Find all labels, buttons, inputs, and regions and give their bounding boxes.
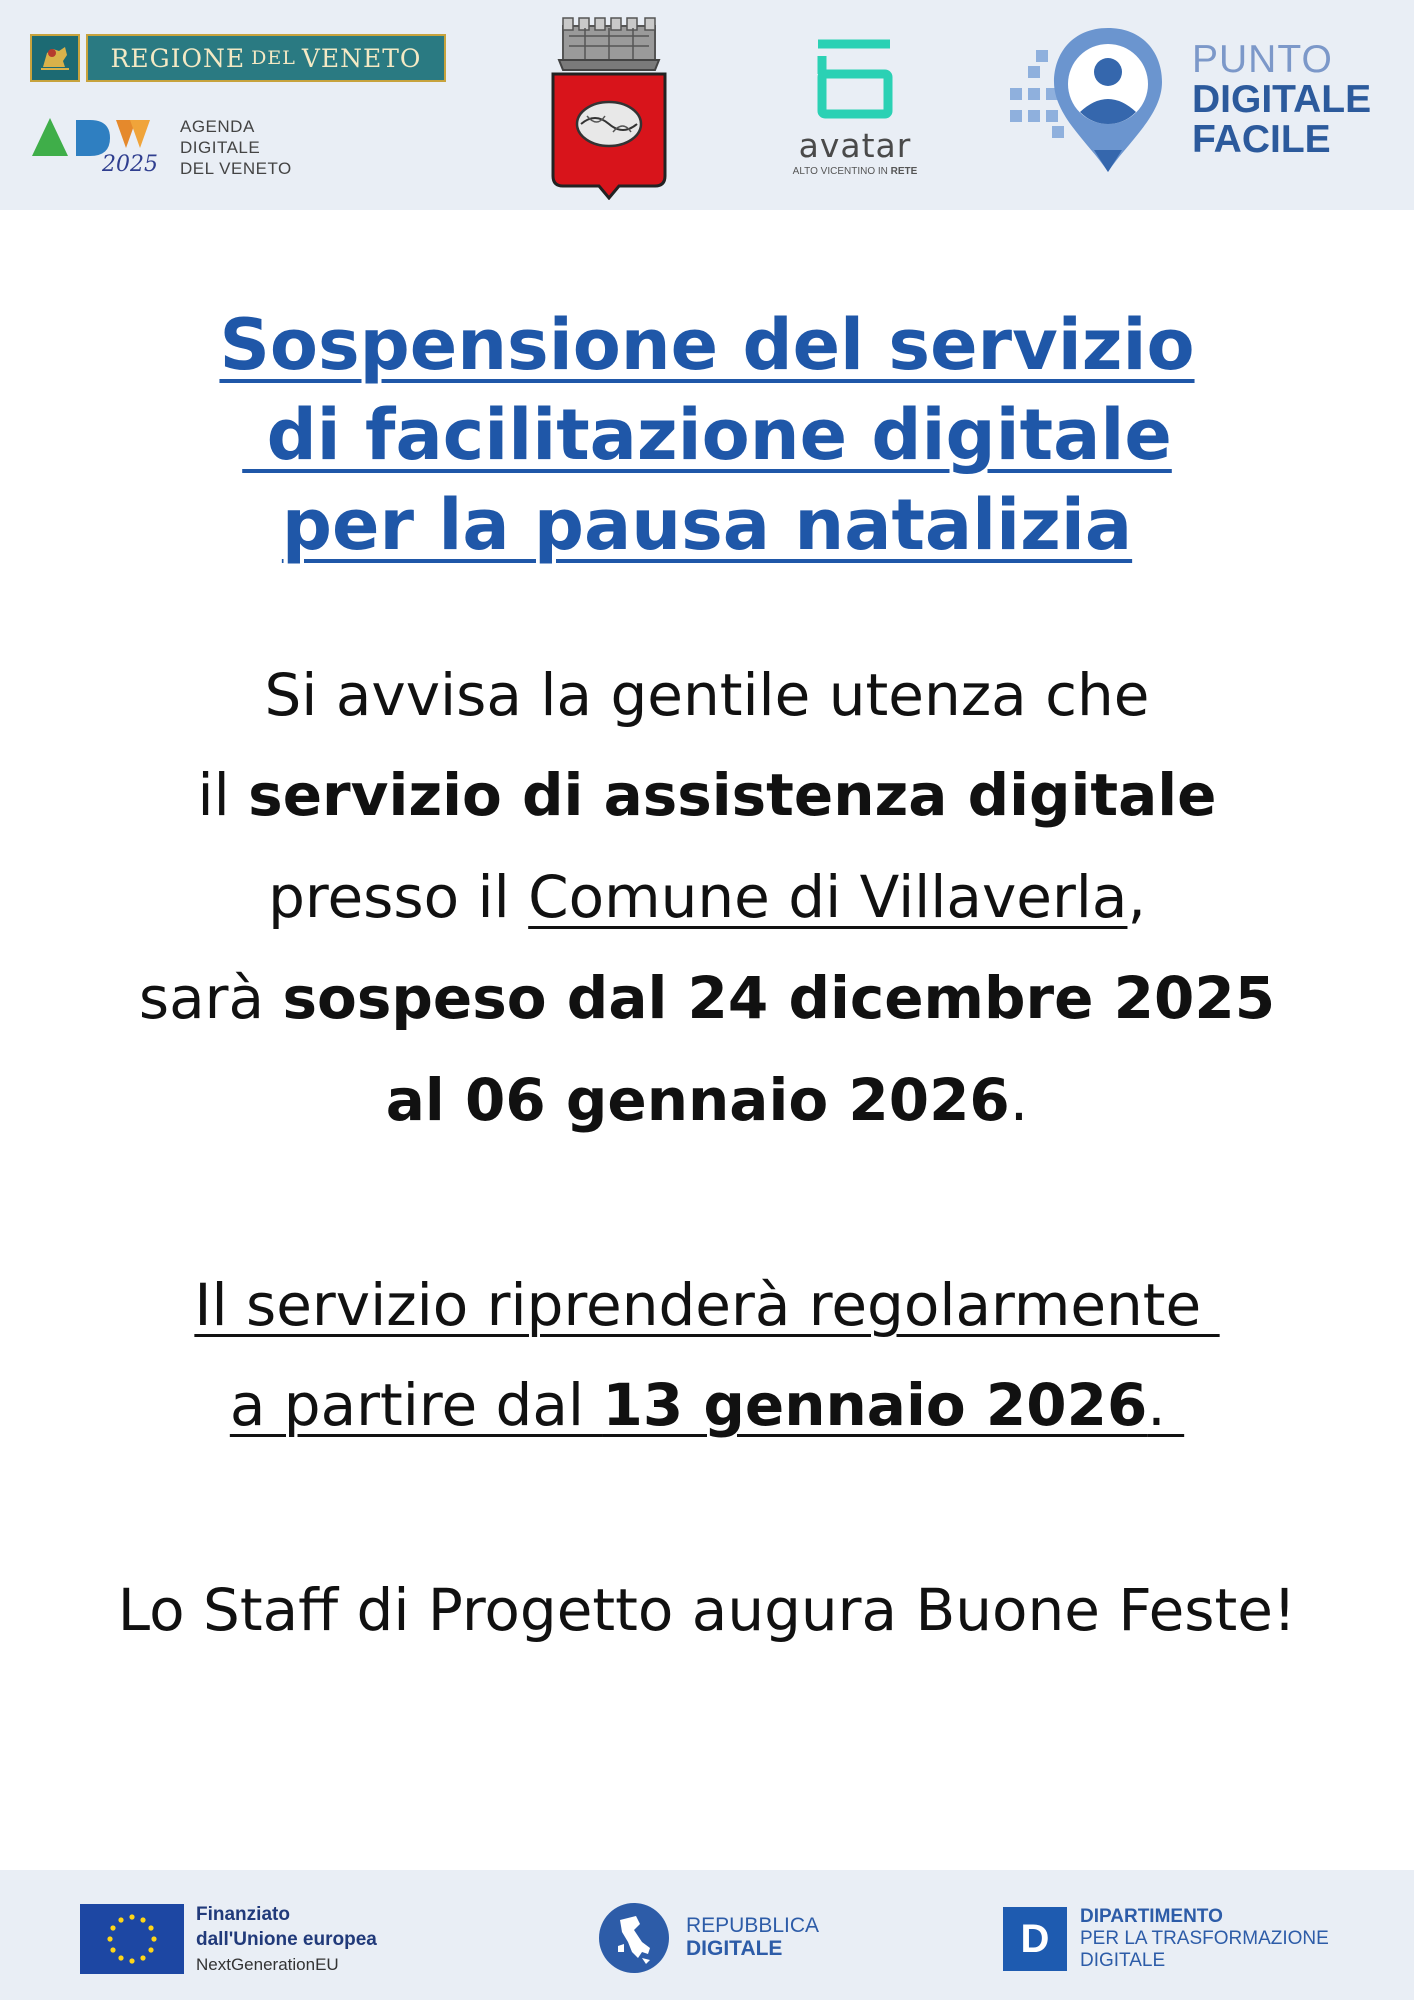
agenda-digitale-veneto-logo [30,110,310,180]
eu-line-3: NextGenerationEU [196,1955,339,1974]
greeting: Lo Staff di Progetto augura Buone Feste! [117,1576,1297,1644]
body-line-1: Si avvisa la gentile utenza che [264,661,1150,729]
avatar-tagline [790,166,920,177]
body-line-3-pre: presso il [268,863,529,931]
eu-line-1: Finanziato [196,1904,290,1925]
header-bar [0,0,1414,210]
punto-digitale-facile-wordmark [1192,40,1371,160]
regione-veneto-logo [30,34,446,82]
body-line-4 [0,948,1414,1048]
adv-label-line: DIGITALE [180,138,261,157]
adv-label [180,116,292,179]
resume-text-1: Il servizio riprenderà regolarmente [194,1271,1220,1339]
suspension-start: sospeso dal 24 dicembre 2025 [282,964,1276,1032]
pdf-line-2: DIGITALE [1192,78,1372,121]
body-line-3-post: , [1127,863,1146,931]
dtd-line-1: DIPARTIMENTO [1080,1906,1223,1927]
body-line-5 [0,1050,1414,1150]
body-line-4-pre: sarà [138,964,283,1032]
dtd-logo-icon [1003,1907,1067,1971]
veneto-word: VENETO [301,43,422,73]
del-word: DEL [251,47,296,69]
notice-title [0,300,1414,570]
rd-line-2: DIGITALE [686,1937,783,1960]
adv-label-line: DEL VENETO [180,159,292,178]
dtd-letter: D [1020,1916,1050,1961]
title-line-3: per la pausa natalizia [281,484,1133,566]
resume-text-2-post: . [1147,1371,1185,1439]
eu-line-2: dall'Unione europea [196,1929,377,1950]
coat-of-arms-icon [545,16,673,200]
avatar-mark-icon [790,36,920,126]
dtd-line-3: DIGITALE [1080,1950,1166,1971]
dipartimento-label [1080,1906,1329,1972]
comune-name: Comune di Villaverla [528,863,1128,931]
title-line-2: di facilitazione digitale [242,394,1172,476]
pdf-line-3: FACILE [1192,118,1331,161]
body-line-2 [0,745,1414,845]
italy-map-icon [598,1902,670,1974]
avatar-wordmark: avatar [798,126,912,165]
map-pin-person-icon [1010,26,1170,176]
avatar-tagline-plain: ALTO VICENTINO IN [792,166,891,177]
lion-of-saint-mark-icon [30,34,80,82]
eu-flag-icon [80,1904,184,1974]
service-name: servizio di assistenza digitale [248,761,1217,829]
body-line-2-pre: il [197,761,249,829]
resume-line-1 [0,1255,1414,1355]
eu-funding-label [196,1902,377,1977]
adv-label-line: AGENDA [180,117,255,136]
avatar-logo [790,36,920,186]
body-line-5-post: . [1009,1066,1029,1134]
repubblica-digitale-label [686,1914,819,1960]
dtd-line-2: PER LA TRASFORMAZIONE [1080,1928,1329,1949]
resume-text-2-pre: a partire dal [229,1371,603,1439]
pdf-line-1: PUNTO [1192,38,1333,81]
regione-veneto-wordmark [86,34,446,82]
suspension-end: al 06 gennaio 2026 [385,1066,1010,1134]
title-line-1: Sospensione del servizio [219,304,1195,386]
adv-year: 2025 [102,152,158,177]
body-line-3 [0,847,1414,947]
resume-line-2 [0,1355,1414,1455]
rd-line-1: REPUBBLICA [686,1914,820,1937]
avatar-tagline-bold: RETE [890,166,918,177]
regione-word: REGIONE [110,43,246,73]
resume-date: 13 gennaio 2026 [602,1371,1148,1439]
